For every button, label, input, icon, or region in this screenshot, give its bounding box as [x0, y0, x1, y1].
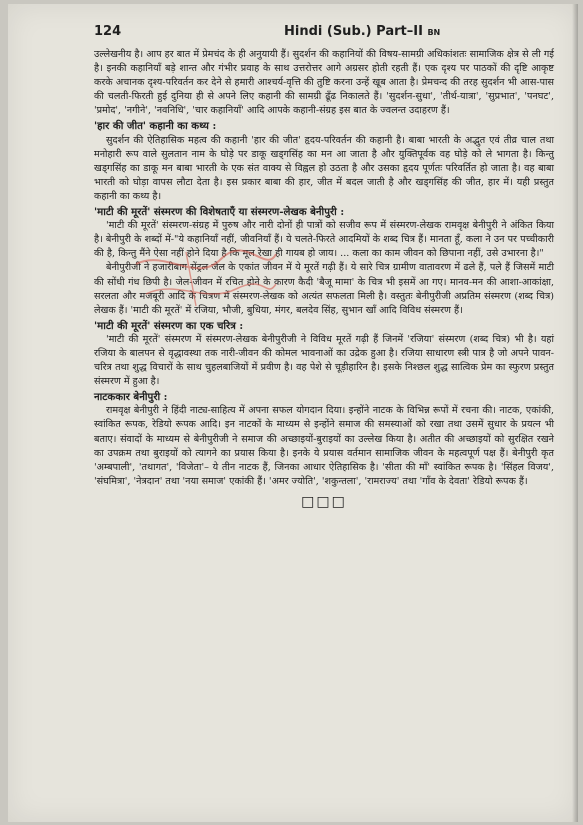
running-title-text: Hindi (Sub.) Part–II [284, 24, 423, 39]
page-number: 124 [94, 24, 122, 39]
body-paragraph: 'माटी की मूरतें' संस्मरण में संस्मरण-लेखक बेनीपुरीजी ने विविध मूरतें गढ़ी हैं जिनमें 'रजिया' संस्मरण (शब्द चित्र) भी है। यहां रजिया के बालपन से वृद्धावस्था तक नारी-जीवन की कोमल भावनाओं का उद्रेक हुआ है। रजिया साधारण स्त्री पात्र है जो अपने पावन-चरित्र तथा शुद्ध विचारों के साथ चुहलबाजियों में प्रवीण है। वह पेशे से चूड़ीहारिन है। इसके निश्छल शुद्ध सात्विक प्रेम का स्फुरण प्रस्तुत संस्मरण में हुआ है। [94, 333, 554, 388]
body-paragraph: सुदर्शन की ऐतिहासिक महत्व की कहानी 'हार की जीत' हृदय-परिवर्तन की कहानी है। बाबा भारती के अद्भुत एवं तीव्र चाल तथा मनोहारी रूप वाले सुलतान नाम के घोड़े पर डाकू खड्गसिंह का मन आ जाता है और युक्तिपूर्वक वह घोड़े को ले भागता है। किन्तु खड्गसिंह का डाकू मन बाबा भारती के एक संत वाक्य से विह्वल हो उठता है और उसका हृदय पूर्णतः परिवर्तित हो जाता है। वह बाबा भारती को घोड़ा वापस लौटा देता है। इस प्रकार बाबा की हार, जीत में बदल जाती है और खड्गसिंह की जीत, हार में। यही प्रस्तुत कहानी का कथ्य है। [94, 134, 554, 202]
page-body [94, 48, 554, 509]
body-paragraph: रामवृक्ष बेनीपुरी ने हिंदी नाट्य-साहित्य में अपना सफल योगदान दिया। इन्होंने नाटक के विभिन्न रूपों में रचना की। नाटक, एकांकी, स्वांकित रूपक, रेडियो रूपक आदि। इन नाटकों के माध्यम से इन्होंने समाज की समस्याओं को रखा तथा उसमें सुधार के प्रयत्न भी बताए। संवादों के माध्यम से बेनीपुरीजी ने समाज की अच्छाइयों-बुराइयों का उल्लेख किया है। अतीत की अच्छाइयों को सुरक्षित रखने का उपक्रम तथा बुराइयों को त्यागने का प्रयास किया है। इनके ये प्रयास वर्तमान सामाजिक जीवन के महत्वपूर्ण पक्ष हैं। बेनीपुरी कृत 'अम्बपाली', 'तथागत', 'विजेता'– ये तीन नाटक हैं, जिनका आधार ऐतिहासिक है। 'सीता की माँ' स्वांकित रूपक है। 'सिंहल विजय', 'संघमित्रा', 'नेत्रदान' तथा 'नया समाज' एकांकी हैं। 'अमर ज्योति', 'शकुन्तला', 'रामराज्य' तथा 'गाँव के देवता' रेडियो रूपक हैं। [94, 405, 554, 487]
running-title [284, 24, 440, 39]
section-heading-character: 'माटी की मूरतें' संस्मरण का एक चरित्र : [94, 319, 244, 332]
body-paragraph: उल्लेखनीय है। आप हर बात में प्रेमचंद के ही अनुयायी हैं। सुदर्शन की कहानियों की विषय-सामग्री अधिकांशतः सामाजिक क्षेत्र से ली गई है। इनकी कहानियाँ बड़े शान्त और गंभीर प्रवाह के साथ उत्तरोत्तर आगे अग्रसर होती रहती हैं। एक दृश्य पर पाठकों की दृष्टि आकृष्ट करके अचानक दृश्य-परिवर्तन कर देने से हमारी आश्चर्य-वृत्ति की तुष्टि करना उन्हें खूब आता है। प्रेमचन्द की तरह सुदर्शन भी आस-पास की चलती-फिरती हुई दुनिया ही से अपने लिए कहानी की सामग्री ढूँढ निकालते हैं। 'सुदर्शन-सुधा', 'तीर्थ-यात्रा', 'सुप्रभात', 'पनघट', 'प्रमोद', 'नगीने', 'नवनिधि', 'चार कहानियाँ' आदि आपके कहानी-संग्रह इस बात के ज्वलन्त उदाहरण हैं। [94, 49, 554, 117]
end-of-section-mark: □□□ [301, 493, 347, 510]
scan-edge-shadow [572, 4, 578, 822]
page-header [94, 24, 564, 46]
body-paragraph: 'माटी की मूरतें' संस्मरण-संग्रह में पुरुष और नारी दोनों ही पात्रों को सजीव रूप में संस्मरण-लेखक रामवृक्ष बेनीपुरी ने अंकित किया है। बेनीपुरी के शब्दों में-"ये कहानियाँ नहीं, जीवनियाँ हैं। ये चलते-फिरते आदमियों के शब्द चित्र हैं। मानता हूँ, कला ने उन पर पच्चीकारी की है, किन्तु मैंने ऐसा नहीं होने दिया है कि मूल रेखा ही गायब हो जाय। ... कला का काम जीवन को छिपाना नहीं, उसे उभारना है।" [94, 220, 554, 260]
running-title-suffix: BN [427, 28, 441, 37]
section-heading-playwright: नाटककार बेनीपुरी : [94, 391, 168, 404]
body-paragraph: बेनीपुरीजी ने हजारीबाग सेंट्रल जेल के एकांत जीवन में ये मूरतें गढ़ी हैं। ये सारे चित्र ग्रामीण वातावरण में ढले हैं, पले हैं जिसमें माटी की सोंधी गंध छिपी है। जेल-जीवन में रचित होने के कारण कैदी 'बैजू मामा' के चित्र भी इसमें आ गए। मानव-मन की आशा-आकांक्षा, सरलता और मजबूरी आदि के चित्रण में संस्मरण-लेखक को अत्यंत सफलता मिली है। वस्तुतः बेनीपुरीजी अप्रतिम संस्मरण (शब्द चित्र) लेखक हैं। 'माटी की मूरतें' में रजिया, भौजी, बुधिया, मंगर, बलदेव सिंह, सुभान खाँ आदि विविध संस्मरण हैं। [94, 262, 554, 316]
section-heading-mati-ki-moorten: 'माटी की मूरतें' संस्मरण की विशेषताएँ या संस्मरण-लेखक बेनीपुरी : [94, 206, 345, 219]
section-heading-haar-ki-jeet: 'हार की जीत' कहानी का कथ्य : [94, 120, 217, 133]
book-page [8, 4, 578, 822]
